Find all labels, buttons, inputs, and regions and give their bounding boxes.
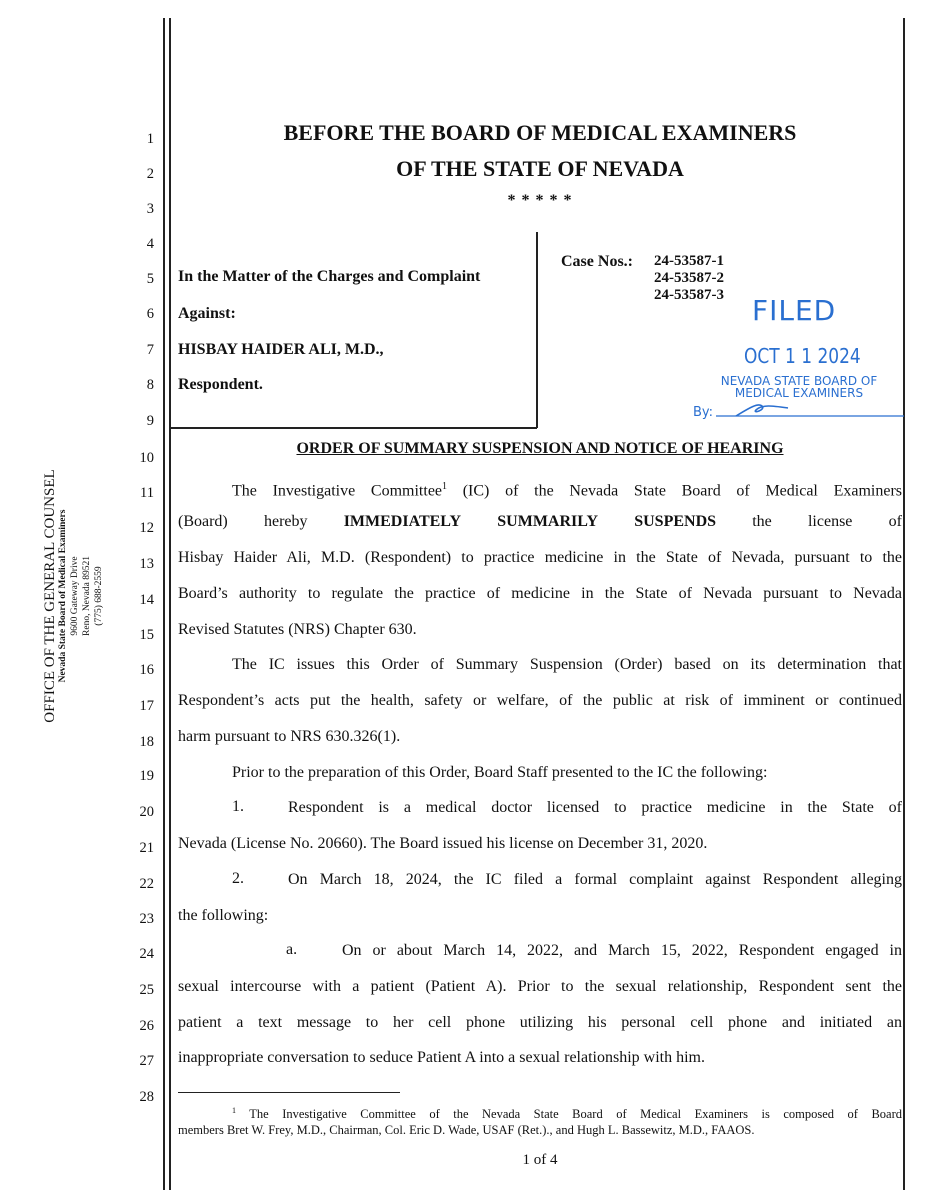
sidebar-phone: (775) 688-2559: [94, 566, 104, 626]
line-number: 4: [146, 236, 154, 252]
filed-stamp-label: FILED: [752, 294, 837, 327]
document-title-line2: OF THE STATE OF NEVADA: [396, 156, 684, 181]
paragraph-1-line-5: Revised Statutes (NRS) Chapter 630.: [178, 621, 417, 638]
paragraph-2-line-1: The IC issues this Order of Summary Suspension (Order) based on its determination that: [232, 656, 902, 673]
line-number: 11: [140, 485, 154, 501]
case-number: 24-53587-2: [654, 270, 724, 286]
line-number: 13: [139, 556, 154, 572]
paragraph-1-line-4: Board’s authority to regulate the practice of medicine in the State of Nevada pursuant to Nevada: [178, 585, 902, 602]
item-1-number: 1.: [232, 798, 244, 815]
item-1-line-2: Nevada (License No. 20660). The Board issued his license on December 31, 2020.: [178, 835, 708, 852]
line-number: 22: [139, 876, 154, 892]
footnote-text: The Investigative Committee of the Nevada State Board of Medical Examiners is composed of Board: [249, 1107, 902, 1122]
left-margin-rule-inner: [169, 18, 171, 1190]
item-a-letter: a.: [286, 941, 298, 958]
caption-matter-line: In the Matter of the Charges and Complaint: [178, 268, 481, 285]
sidebar-city: Reno, Nevada 89521: [82, 556, 92, 636]
line-number: 23: [139, 911, 154, 927]
caption-respondent-label: Respondent.: [178, 376, 263, 393]
word: the: [752, 513, 772, 530]
footnote: [178, 1103, 902, 1138]
item-a-line-4: inappropriate conversation to seduce Patient A into a sexual relationship with him.: [178, 1049, 705, 1066]
line-number: 24: [139, 946, 154, 962]
line-number: 1: [146, 131, 154, 147]
item-a-line-3: patient a text message to her cell phone utilizing his personal cell phone and initiated an: [178, 1014, 902, 1031]
left-margin-rule-outer: [163, 18, 165, 1190]
line-number: 7: [146, 342, 154, 358]
line-number: 8: [146, 377, 154, 393]
footnote-line-2: members Bret W. Frey, M.D., Chairman, Col. Eric D. Wade, USAF (Ret.)., and Hugh L. Bassewitz, M.D., FAAOS.: [178, 1123, 755, 1138]
emphasis-word: SUSPENDS: [634, 513, 717, 530]
filed-stamp-board-line2: MEDICAL EXAMINERS: [734, 386, 864, 400]
item-2-line-1: On March 18, 2024, the IC filed a formal complaint against Respondent alleging: [288, 871, 902, 888]
word: hereby: [263, 513, 308, 530]
caption-bottom-rule: [170, 427, 537, 429]
paragraph-3-line-1: Prior to the preparation of this Order, Board Staff presented to the IC the following:: [232, 764, 768, 781]
word: of: [888, 513, 902, 530]
paragraph-1-line-2: [178, 512, 902, 532]
sidebar-address: 9600 Gateway Drive: [70, 556, 80, 636]
word: license: [807, 513, 853, 530]
case-numbers-label: Case Nos.:: [561, 253, 633, 270]
caption-against: Against:: [178, 305, 236, 322]
line-number: 27: [139, 1053, 154, 1069]
paragraph-2-line-3: harm pursuant to NRS 630.326(1).: [178, 728, 401, 745]
line-number: 19: [139, 768, 154, 784]
page-number: 1 of 4: [522, 1152, 558, 1168]
emphasis-word: IMMEDIATELY: [343, 513, 462, 530]
paragraph-text: (IC) of the Nevada State Board of Medical Examiners: [447, 482, 903, 500]
line-number: 25: [139, 982, 154, 998]
item-a-line-1: On or about March 14, 2022, and March 15, 2022, Respondent engaged in: [342, 942, 902, 959]
item-2-line-2: the following:: [178, 907, 269, 924]
line-number: 3: [146, 201, 154, 217]
caption-divider: [536, 232, 538, 428]
paragraph-2-line-2: Respondent’s acts put the health, safety or welfare, of the public at risk of imminent or continued: [178, 692, 902, 709]
filed-stamp-date: OCT 1 1 2024: [744, 344, 861, 368]
footnote-marker: 1: [232, 1106, 236, 1115]
line-number: 17: [139, 698, 154, 714]
item-2-number: 2.: [232, 870, 244, 887]
order-title: ORDER OF SUMMARY SUSPENSION AND NOTICE OF HEARING: [296, 440, 784, 457]
line-number: 28: [139, 1089, 154, 1105]
line-number: 12: [139, 520, 154, 536]
line-number: 26: [139, 1018, 154, 1034]
footnote-separator: [178, 1092, 400, 1093]
line-number: 10: [139, 450, 154, 466]
emphasis-word: SUMMARILY: [497, 513, 599, 530]
filed-stamp-signature: [716, 396, 906, 420]
item-1-line-1: Respondent is a medical doctor licensed to practice medicine in the State of: [288, 799, 902, 816]
respondent-name: HISBAY HAIDER ALI, M.D.,: [178, 341, 384, 358]
line-number: 14: [139, 592, 154, 608]
right-margin-rule: [903, 18, 905, 1190]
line-number: 15: [139, 627, 154, 643]
line-number: 16: [139, 662, 154, 678]
paragraph-1-line-3: Hisbay Haider Ali, M.D. (Respondent) to practice medicine in the State of Nevada, pursuant to the: [178, 549, 902, 566]
line-number: 18: [139, 734, 154, 750]
footnote-line-1: [178, 1103, 902, 1122]
filed-stamp-board-line1: NEVADA STATE BOARD OF: [720, 374, 878, 388]
footnote-reference: 1: [442, 481, 448, 492]
sidebar-office-name: OFFICE OF THE GENERAL COUNSEL: [42, 469, 58, 723]
item-a-line-2: sexual intercourse with a patient (Patient A). Prior to the sexual relationship, Respondent sent the: [178, 978, 902, 995]
sidebar-board-name: Nevada State Board of Medical Examiners: [58, 509, 68, 683]
line-number: 9: [146, 413, 154, 429]
word: (Board): [178, 513, 228, 530]
line-number: 21: [139, 840, 154, 856]
paragraph-1-line-1: [178, 477, 902, 501]
case-number: 24-53587-3: [654, 287, 724, 303]
line-number: 6: [146, 306, 154, 322]
case-numbers-list: [654, 253, 724, 304]
paragraph-text: The Investigative Committee: [232, 482, 443, 500]
case-number: 24-53587-1: [654, 253, 724, 269]
line-number: 2: [146, 166, 154, 182]
document-title-line1: BEFORE THE BOARD OF MEDICAL EXAMINERS: [283, 120, 797, 145]
filed-stamp-by: By:: [693, 405, 714, 420]
title-separator-stars: * * * * *: [507, 192, 573, 209]
line-number: 5: [146, 271, 154, 287]
line-number: 20: [139, 804, 154, 820]
